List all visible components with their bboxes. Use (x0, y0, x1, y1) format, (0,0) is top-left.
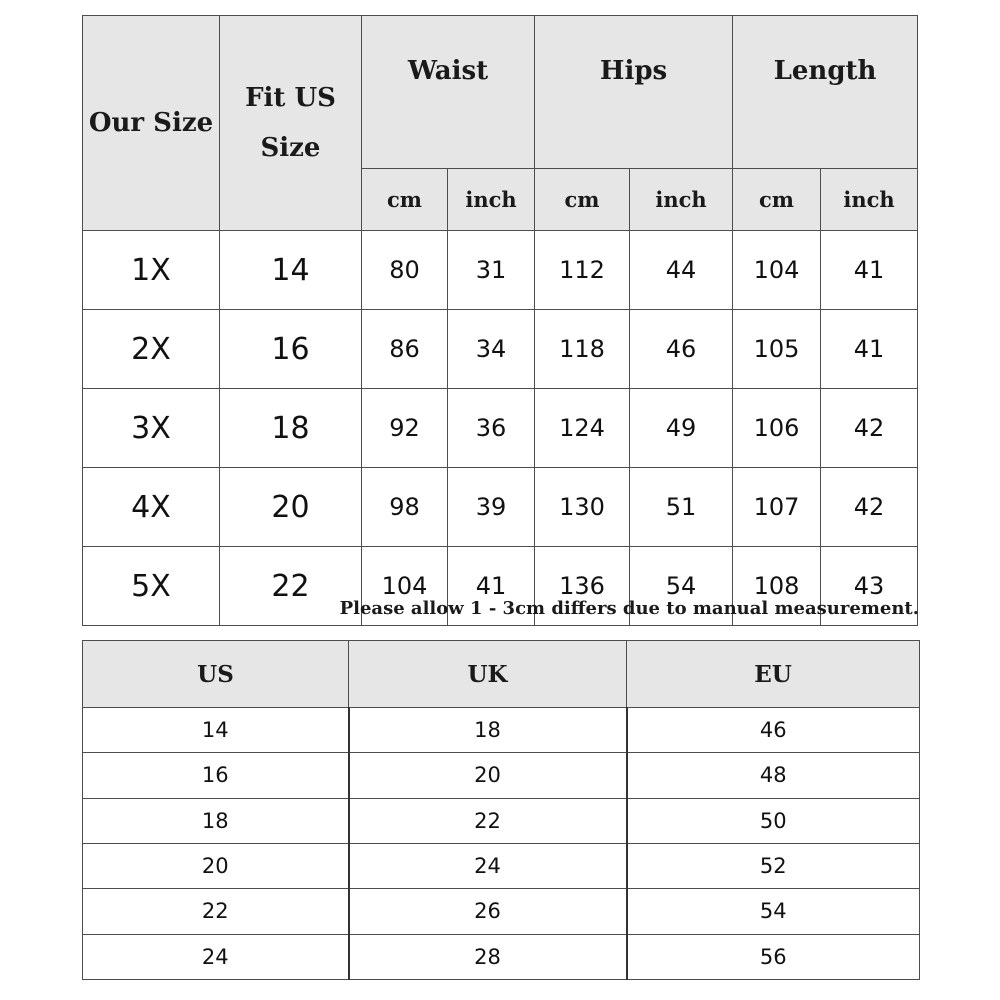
table-row (83, 708, 920, 753)
our-size-cell: 3X (83, 389, 220, 468)
us-cell: 14 (83, 708, 349, 753)
header-fit-us-line2: Size (260, 133, 321, 163)
our-size-cell: 4X (83, 468, 220, 547)
hips-inch-cell: 51 (630, 468, 733, 547)
us-size-cell: 16 (220, 310, 362, 389)
length-cm-cell: 104 (733, 231, 821, 310)
header-hips-cm: cm (535, 169, 630, 231)
header-fit-us-size (220, 16, 362, 231)
us-size-cell: 20 (220, 468, 362, 547)
uk-cell: 22 (349, 798, 627, 843)
hips-cm-cell: 124 (535, 389, 630, 468)
length-inch-cell: 42 (821, 389, 918, 468)
header-hips-inch: inch (630, 169, 733, 231)
table-row (83, 389, 918, 468)
length-inch-cell: 42 (821, 468, 918, 547)
waist-cm-cell: 104 (362, 547, 448, 626)
size-chart-table (82, 15, 918, 626)
length-inch-cell: 41 (821, 231, 918, 310)
eu-cell: 48 (627, 753, 920, 798)
header-waist-inch: inch (448, 169, 535, 231)
header-waist: Waist (362, 16, 535, 169)
size-chart-header-row (83, 16, 918, 169)
table-row (83, 843, 920, 888)
length-cm-cell: 108 (733, 547, 821, 626)
hips-cm-cell: 112 (535, 231, 630, 310)
table-row (83, 753, 920, 798)
eu-cell: 52 (627, 843, 920, 888)
table-row (83, 798, 920, 843)
waist-inch-cell: 36 (448, 389, 535, 468)
table-row (83, 889, 920, 934)
header-hips: Hips (535, 16, 733, 169)
us-cell: 20 (83, 843, 349, 888)
us-cell: 18 (83, 798, 349, 843)
eu-cell: 54 (627, 889, 920, 934)
waist-inch-cell: 41 (448, 547, 535, 626)
waist-cm-cell: 92 (362, 389, 448, 468)
table-row (83, 468, 918, 547)
length-cm-cell: 105 (733, 310, 821, 389)
our-size-cell: 2X (83, 310, 220, 389)
header-our-size: Our Size (83, 16, 220, 231)
uk-cell: 18 (349, 708, 627, 753)
header-us: US (83, 641, 349, 708)
hips-cm-cell: 130 (535, 468, 630, 547)
header-waist-cm: cm (362, 169, 448, 231)
header-length: Length (733, 16, 918, 169)
waist-inch-cell: 39 (448, 468, 535, 547)
our-size-cell: 5X (83, 547, 220, 626)
hips-inch-cell: 54 (630, 547, 733, 626)
length-cm-cell: 106 (733, 389, 821, 468)
waist-inch-cell: 31 (448, 231, 535, 310)
table-row (83, 934, 920, 979)
waist-cm-cell: 86 (362, 310, 448, 389)
header-length-cm: cm (733, 169, 821, 231)
hips-cm-cell: 118 (535, 310, 630, 389)
eu-cell: 50 (627, 798, 920, 843)
length-inch-cell: 41 (821, 310, 918, 389)
header-eu: EU (627, 641, 920, 708)
waist-cm-cell: 80 (362, 231, 448, 310)
hips-inch-cell: 46 (630, 310, 733, 389)
us-size-cell: 14 (220, 231, 362, 310)
header-uk: UK (349, 641, 627, 708)
uk-cell: 24 (349, 843, 627, 888)
hips-inch-cell: 49 (630, 389, 733, 468)
conversion-header-row (83, 641, 920, 708)
table-row (83, 310, 918, 389)
waist-inch-cell: 34 (448, 310, 535, 389)
us-size-cell: 22 (220, 547, 362, 626)
us-cell: 16 (83, 753, 349, 798)
uk-cell: 20 (349, 753, 627, 798)
length-cm-cell: 107 (733, 468, 821, 547)
measurement-note: Please allow 1 - 3cm differs due to manual measurement. (339, 598, 919, 619)
us-cell: 22 (83, 889, 349, 934)
us-cell: 24 (83, 934, 349, 979)
eu-cell: 56 (627, 934, 920, 979)
table-row (83, 231, 918, 310)
our-size-cell: 1X (83, 231, 220, 310)
eu-cell: 46 (627, 708, 920, 753)
length-inch-cell: 43 (821, 547, 918, 626)
conversion-chart-table (82, 640, 920, 980)
header-length-inch: inch (821, 169, 918, 231)
waist-cm-cell: 98 (362, 468, 448, 547)
hips-inch-cell: 44 (630, 231, 733, 310)
header-fit-us-line1: Fit US (245, 83, 336, 113)
uk-cell: 26 (349, 889, 627, 934)
uk-cell: 28 (349, 934, 627, 979)
us-size-cell: 18 (220, 389, 362, 468)
hips-cm-cell: 136 (535, 547, 630, 626)
